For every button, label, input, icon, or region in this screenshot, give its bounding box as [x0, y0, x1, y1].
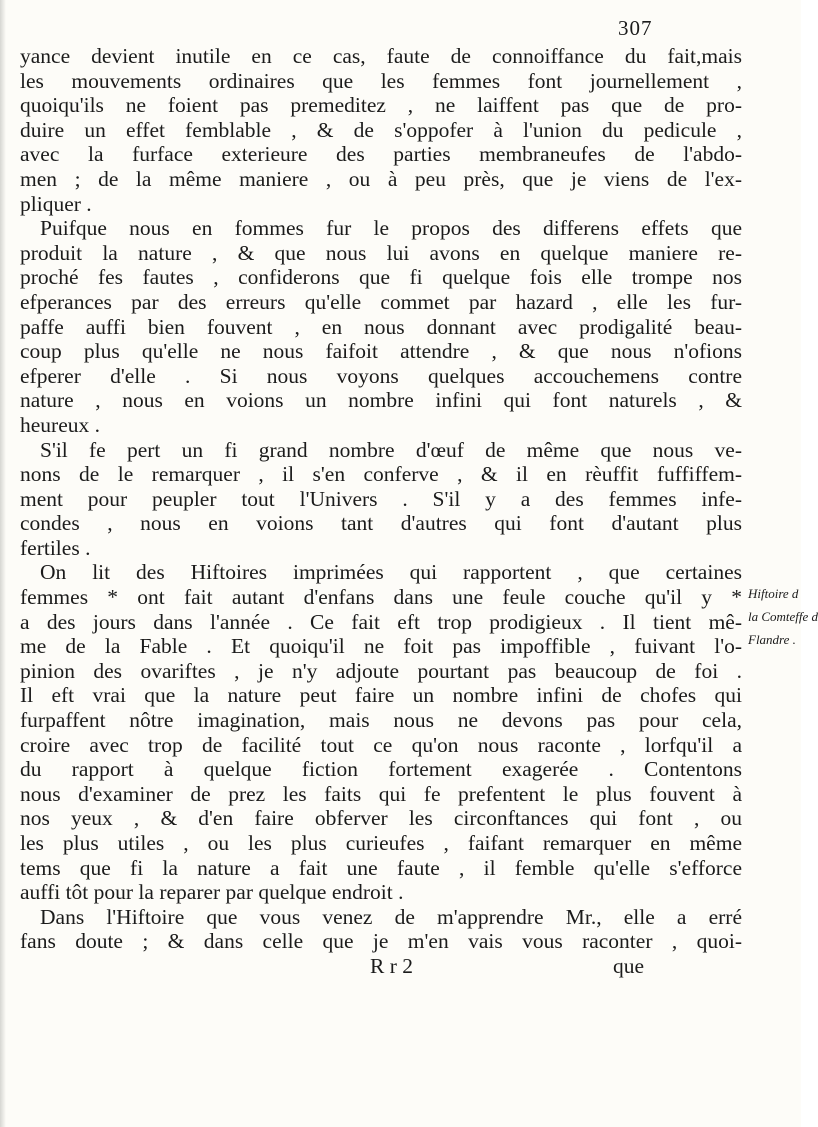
text-line: efperances par des erreurs qu'elle commet par hazard , elle les fur- [20, 289, 742, 314]
text-line: Dans l'Hiftoire que vous venez de m'apprendre Mr., elle a erré [40, 904, 742, 929]
signature-mark: R r 2 [370, 953, 413, 978]
catchword: que [613, 953, 645, 978]
text-line: condes , nous en voions tant d'autres qui font d'autant plus [20, 511, 742, 536]
text-line: yance devient inutile en ce cas, faute de connoiffance du fait,mais [20, 44, 742, 68]
text-line: furpaffent nôtre imagination, mais nous ne devons pas pour cela, [20, 708, 742, 733]
signature-line [20, 954, 742, 979]
text-line: proché fes fautes , confiderons que fi quelque fois elle trompe nos [20, 265, 742, 290]
margin-note: Hiftoire d [748, 586, 799, 601]
text-line: On lit des Hiftoires imprimées qui rapportent , que certaines [40, 560, 742, 585]
text-line: fans doute ; & dans celle que je m'en vais vous raconter , quoi- [20, 929, 742, 954]
text-line: quoiqu'ils ne foient pas premeditez , ne laiffent pas que de pro- [20, 93, 742, 118]
text-line: les plus utiles , ou les plus curieufes , faifant remarquer en même [20, 831, 742, 855]
text-line: nons de le remarquer , il s'en conferve , & il en rèuffit fuffiffem- [20, 462, 742, 487]
text-line: a des jours dans l'année . Ce fait eft trop prodigieux . Il tient mê- [20, 609, 742, 634]
text-line: coup plus qu'elle ne nous faifoit attendre , & que nous n'ofions [20, 339, 742, 364]
text-line: heureux . [20, 412, 100, 437]
text-line: nature , nous en voions un nombre infini qui font naturels , & [20, 388, 742, 413]
text-line: Il eft vrai que la nature peut faire un nombre infini de chofes qui [20, 683, 742, 708]
text-line: ment pour peupler tout l'Univers . S'il y a des femmes infe- [20, 486, 742, 511]
text-line: du rapport à quelque fiction fortement exagerée . Contentons [20, 757, 742, 782]
text-line: croire avec trop de facilité tout ce qu'on nous raconte , lorfqu'il a [20, 732, 742, 757]
text-line: auffi tôt pour la reparer par quelque endroit . [20, 880, 404, 905]
body-text [20, 44, 742, 979]
text-line: tems que fi la nature a fait une faute , il femble qu'elle s'efforce [20, 855, 742, 880]
text-line: femmes * ont fait autant d'enfans dans une feule couche qu'il y * [20, 585, 742, 610]
text-line: S'il fe pert un fi grand nombre d'œuf de même que nous ve- [40, 437, 742, 462]
text-line: paffe auffi bien fouvent , en nous donnant avec prodigalité beau- [20, 314, 742, 339]
text-line: les mouvements ordinaires que les femmes font journellement , [20, 68, 742, 93]
text-line: fertiles . [20, 535, 91, 560]
text-line: efperer d'elle . Si nous voyons quelques accouchemens contre [20, 363, 742, 388]
page-gutter-shadow [0, 0, 6, 1127]
text-line: pinion des ovariftes , je n'y adjoute pourtant pas beaucoup de foi . [20, 658, 742, 683]
margin-note: la Comteffe d [748, 609, 818, 624]
margin-note: Flandre . [748, 632, 796, 647]
page-number: 307 [618, 16, 653, 40]
text-line: duire un effet femblable , & de s'oppofer à l'union du pedicule , [20, 117, 742, 142]
text-line: nous d'examiner de prez les faits qui fe prefentent le plus fouvent à [20, 781, 742, 806]
text-line: pliquer . [20, 191, 92, 216]
text-line: nos yeux , & d'en faire obferver les circonftances qui font , ou [20, 806, 742, 831]
text-line: avec la furface exterieure des parties membraneufes de l'abdo- [20, 142, 742, 167]
text-line: men ; de la même maniere , ou à peu près, que je viens de l'ex- [20, 166, 742, 191]
text-line: Puifque nous en fommes fur le propos des differens effets que [40, 216, 742, 241]
text-line: me de la Fable . Et quoiqu'il ne foit pas impoffible , fuivant l'o- [20, 634, 742, 659]
text-line: produit la nature , & que nous lui avons en quelque maniere re- [20, 240, 742, 265]
